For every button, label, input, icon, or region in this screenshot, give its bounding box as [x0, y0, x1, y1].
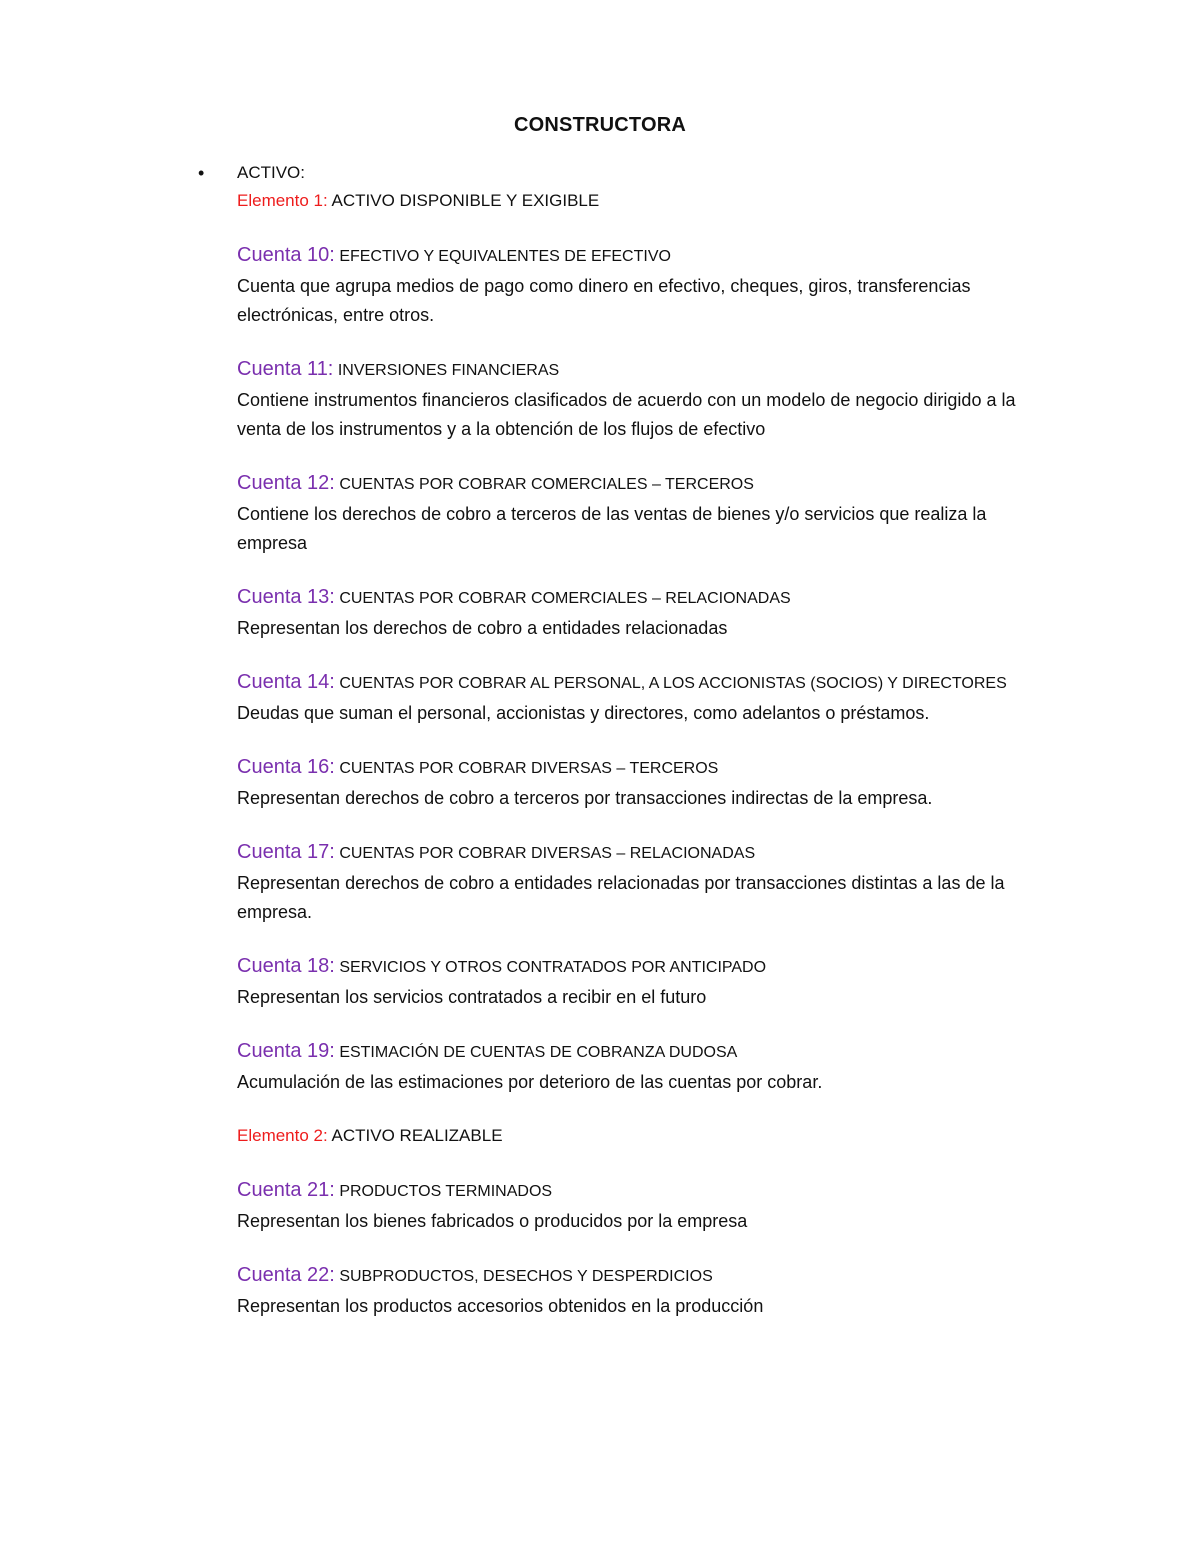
cuenta-title: PRODUCTOS TERMINADOS — [339, 1183, 553, 1200]
cuenta-label: Cuenta 16: — [237, 756, 335, 778]
cuenta-description: Representan los derechos de cobro a entidades relacionadas — [237, 618, 728, 638]
cuenta-heading — [237, 1175, 1037, 1207]
cuenta-label: Cuenta 13: — [237, 586, 335, 608]
cuenta-description: Acumulación de las estimaciones por deterioro de las cuentas por cobrar. — [237, 1072, 823, 1092]
cuenta-label: Cuenta 17: — [237, 841, 335, 863]
cuenta-description: Representan derechos de cobro a entidades relacionadas por transacciones distintas a las de la empresa. — [237, 873, 1005, 922]
cuenta-heading — [237, 354, 1037, 386]
elemento-2-heading — [237, 1121, 1037, 1151]
cuenta-block — [237, 1036, 1037, 1097]
cuenta-block — [237, 468, 1037, 558]
cuenta-heading — [237, 468, 1037, 500]
cuenta-title: EFECTIVO Y EQUIVALENTES DE EFECTIVO — [339, 248, 671, 265]
document-title: CONSTRUCTORA — [513, 114, 687, 136]
cuenta-label: Cuenta 18: — [237, 955, 335, 977]
cuentas-group-2 — [237, 1175, 1037, 1321]
elemento-title: ACTIVO REALIZABLE — [331, 1126, 503, 1145]
elemento-label: Elemento 1: — [237, 191, 328, 210]
cuenta-label: Cuenta 10: — [237, 244, 335, 266]
cuenta-heading — [237, 582, 1037, 614]
elemento-title: ACTIVO DISPONIBLE Y EXIGIBLE — [331, 191, 600, 210]
elemento-label: Elemento 2: — [237, 1126, 328, 1145]
cuenta-label: Cuenta 22: — [237, 1264, 335, 1286]
cuenta-title: CUENTAS POR COBRAR COMERCIALES – RELACIONADAS — [339, 590, 791, 607]
section-label-activo: ACTIVO: — [237, 163, 306, 182]
cuenta-block — [237, 354, 1037, 444]
cuenta-block — [237, 837, 1037, 927]
cuenta-heading — [237, 1260, 1037, 1292]
cuenta-heading — [237, 240, 1037, 272]
cuenta-description: Representan derechos de cobro a terceros por transacciones indirectas de la empresa. — [237, 788, 933, 808]
cuenta-title: INVERSIONES FINANCIERAS — [337, 362, 560, 379]
cuenta-title: CUENTAS POR COBRAR AL PERSONAL, A LOS ACCIONISTAS (SOCIOS) Y DIRECTORES — [339, 675, 1007, 692]
cuenta-description: Representan los servicios contratados a recibir en el futuro — [237, 987, 707, 1007]
cuenta-block — [237, 582, 1037, 643]
cuenta-label: Cuenta 12: — [237, 472, 335, 494]
cuenta-description: Contiene instrumentos financieros clasificados de acuerdo con un modelo de negocio dirigido a la venta de los instrumentos y a la obtención de los flujos de efectivo — [237, 390, 1016, 439]
cuenta-description: Representan los bienes fabricados o producidos por la empresa — [237, 1211, 748, 1231]
cuenta-title: CUENTAS POR COBRAR DIVERSAS – RELACIONADAS — [339, 845, 756, 862]
bullet-point: • — [198, 163, 205, 183]
cuenta-description: Contiene los derechos de cobro a terceros de las ventas de bienes y/o servicios que realiza la empresa — [237, 504, 987, 553]
cuenta-description: Representan los productos accesorios obtenidos en la producción — [237, 1296, 764, 1316]
cuenta-title: ESTIMACIÓN DE CUENTAS DE COBRANZA DUDOSA — [339, 1044, 738, 1061]
cuenta-label: Cuenta 11: — [237, 358, 334, 380]
cuenta-block — [237, 1260, 1037, 1321]
document-content — [237, 160, 1037, 1321]
cuenta-title: CUENTAS POR COBRAR COMERCIALES – TERCEROS — [339, 476, 754, 493]
cuenta-label: Cuenta 21: — [237, 1179, 335, 1201]
cuenta-label: Cuenta 19: — [237, 1040, 335, 1062]
cuenta-block — [237, 951, 1037, 1012]
cuenta-description: Cuenta que agrupa medios de pago como dinero en efectivo, cheques, giros, transferencias electrónicas, entre otros. — [237, 276, 971, 325]
cuenta-block — [237, 1175, 1037, 1236]
cuenta-block — [237, 752, 1037, 813]
cuenta-heading — [237, 837, 1037, 869]
cuenta-heading — [237, 667, 1037, 699]
cuenta-heading — [237, 951, 1037, 983]
cuenta-heading — [237, 1036, 1037, 1068]
cuenta-heading — [237, 752, 1037, 784]
cuenta-block — [237, 240, 1037, 330]
cuenta-title: SUBPRODUCTOS, DESECHOS Y DESPERDICIOS — [339, 1268, 713, 1285]
cuenta-label: Cuenta 14: — [237, 671, 335, 693]
cuenta-block — [237, 667, 1037, 728]
cuenta-description: Deudas que suman el personal, accionistas y directores, como adelantos o préstamos. — [237, 703, 930, 723]
cuenta-title: SERVICIOS Y OTROS CONTRATADOS POR ANTICIPADO — [339, 959, 767, 976]
elemento-1-heading — [237, 186, 1037, 216]
cuentas-group-1 — [237, 240, 1037, 1097]
cuenta-title: CUENTAS POR COBRAR DIVERSAS – TERCEROS — [339, 760, 719, 777]
